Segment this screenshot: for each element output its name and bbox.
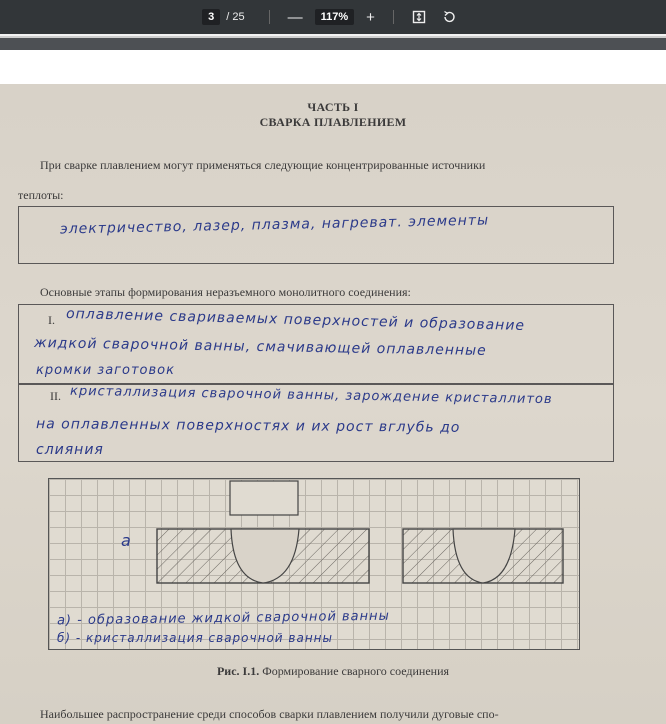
- figure-note-b: б) - кристаллизация сварочной ванны: [57, 631, 333, 645]
- pdf-toolbar: [0, 0, 666, 34]
- chapter-title: СВАРКА ПЛАВЛЕНИЕМ: [259, 115, 407, 129]
- chapter-part: ЧАСТЬ I: [307, 100, 359, 114]
- zoom-level-input[interactable]: 117%: [315, 9, 355, 25]
- viewer-separator: [0, 36, 666, 38]
- stage-1-line-2: жидкой сварочной ванны, смачивающей оплавленные: [33, 335, 487, 359]
- figure-caption-text: Формирование сварного соединения: [262, 664, 450, 678]
- bottom-text-line: Наибольшее распространение среди способов сварки плавлением получили дуговые спо-: [40, 707, 499, 721]
- intro-line-2: теплоты:: [18, 188, 64, 202]
- figure-caption-number: Рис. I.1.: [216, 664, 260, 678]
- answer-sources: электричество, лазер, плазма, нагреват. элементы: [59, 212, 490, 238]
- zoom-in-button[interactable]: +: [366, 8, 375, 26]
- stage-1-line-3: кромки заготовок: [36, 363, 175, 378]
- stage-2-number: II.: [50, 389, 61, 403]
- figure-weld-diagram: [48, 478, 580, 650]
- question-stages: Основные этапы формирования неразъемного монолитного соединения:: [40, 285, 411, 299]
- viewer-shadow-bar: [0, 36, 666, 50]
- stage-1-number: I.: [48, 313, 55, 327]
- stage-1-line-1: оплавление свариваемых поверхностей и образование: [65, 305, 526, 335]
- stage-2-line-3: слияния: [36, 442, 104, 458]
- toolbar-divider: [393, 10, 394, 24]
- page-number-input[interactable]: 3: [202, 9, 220, 25]
- fit-page-icon[interactable]: [404, 10, 434, 24]
- figure-label-a: а: [121, 531, 132, 550]
- figure-caption: [0, 664, 666, 679]
- stage-2-line-1: кристаллизация сварочной ванны, зарождение кристаллитов: [69, 383, 553, 408]
- stage-2-line-2: на оплавленных поверхностях и их рост вглубь до: [35, 416, 461, 436]
- intro-line-1: При сварке плавлением могут применяться следующие концентрированные источники: [40, 158, 486, 172]
- electrode-block: [230, 481, 298, 515]
- toolbar-divider: [269, 10, 270, 24]
- page-total: / 25: [226, 11, 245, 23]
- rotate-icon[interactable]: [434, 10, 464, 24]
- zoom-out-button[interactable]: —: [287, 8, 303, 26]
- figure-note-a: а) - образование жидкой сварочной ванны: [56, 608, 390, 629]
